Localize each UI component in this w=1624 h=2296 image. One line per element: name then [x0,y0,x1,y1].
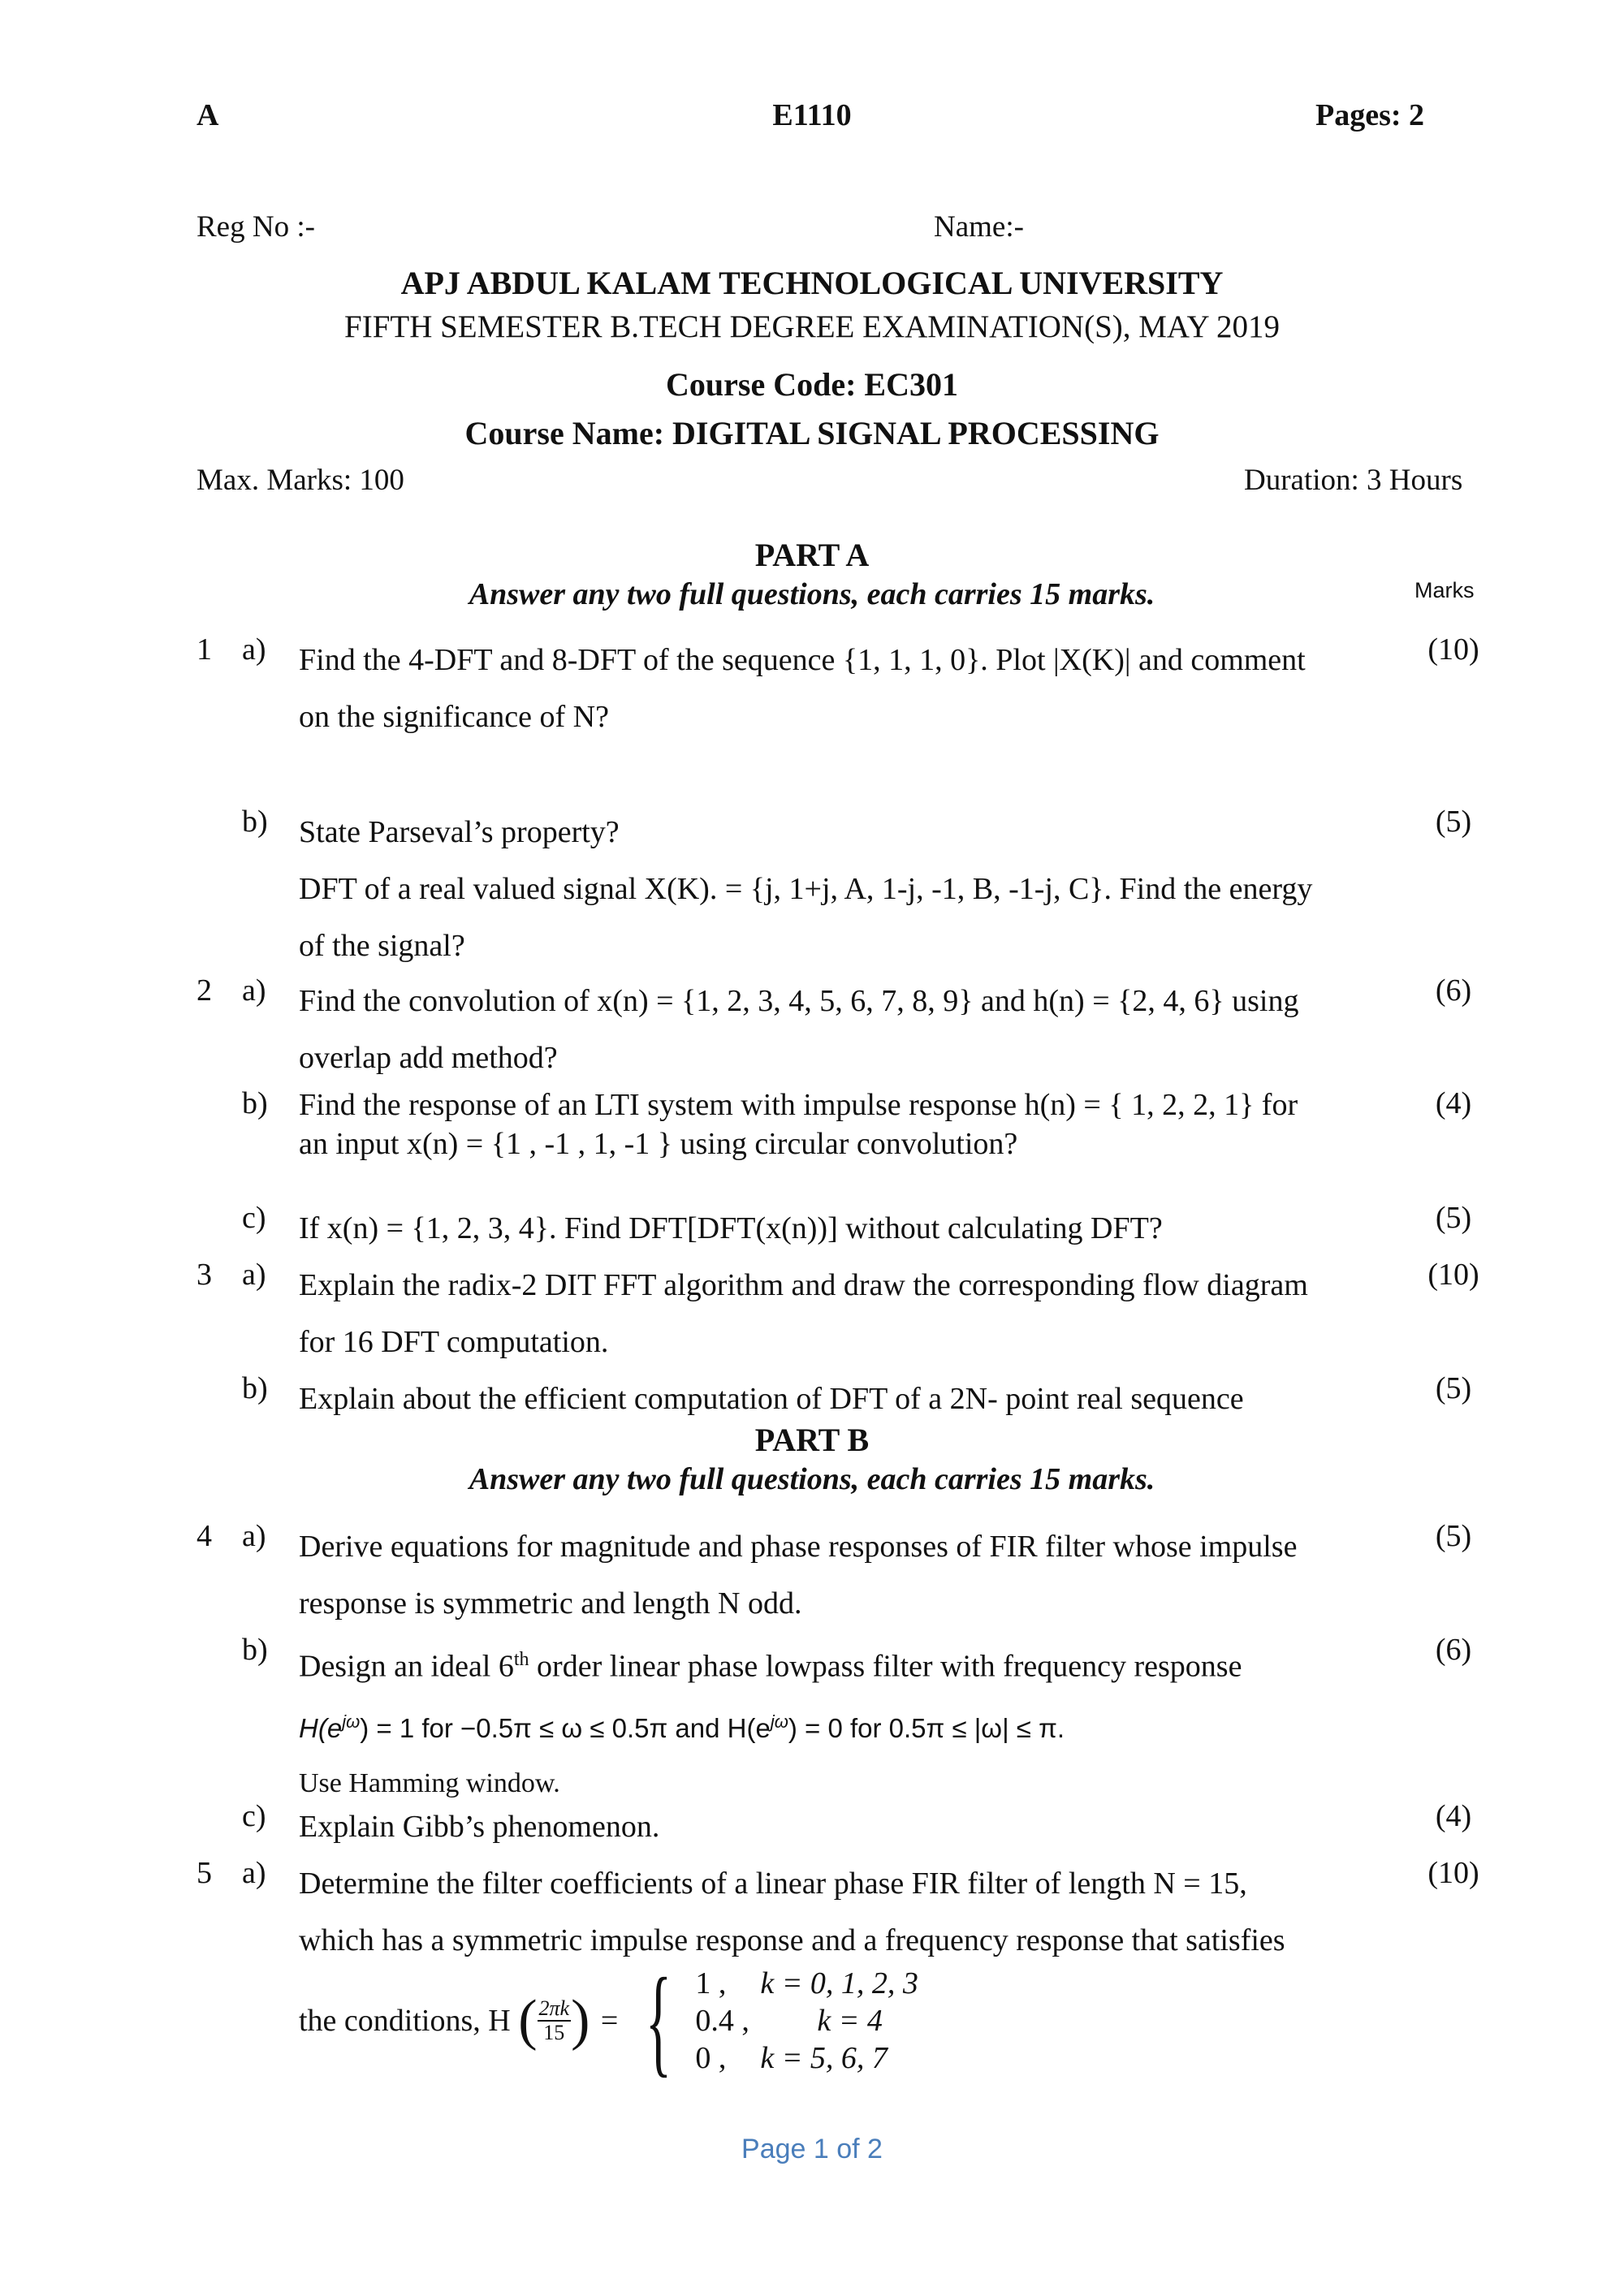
name-label: Name:- [934,210,1024,244]
question-marks: (10) [1427,1258,1479,1292]
question-text [299,804,1389,974]
question-marks: (5) [1435,1519,1472,1553]
question-line: DFT of a real valued signal X(K). = {j, 1+j, A, 1-j, -1, B, -1-j, C}. Find the energy [299,872,1313,906]
question-text [299,1257,1389,1370]
question-line: Design an ideal 6th order linear phase lowpass filter with frequency response [299,1649,1242,1684]
question-text [299,1085,1389,1163]
question-text [299,1200,1389,1257]
marks-column-header: Marks [1415,578,1475,602]
question-line: overlap add method? [299,1041,558,1075]
question-line: an input x(n) = {1 , -1 , 1, -1 } using circular convolution? [299,1127,1018,1161]
question-marks: (5) [1435,805,1472,839]
part-a-instruction: Answer any two full questions, each carries 15 marks. [469,577,1155,611]
question-line: Find the convolution of x(n) = {1, 2, 3, 4, 5, 6, 7, 8, 9} and h(n) = {2, 4, 6} using [299,984,1299,1018]
question-line: Explain the radix-2 DIT FFT algorithm and draw the corresponding flow diagram [299,1268,1308,1302]
question-line: which has a symmetric impulse response and a frequency response that satisfies [299,1923,1285,1957]
part-b-instruction: Answer any two full questions, each carries 15 marks. [469,1462,1155,1496]
question-text [299,1798,1389,1855]
duration: Duration: 3 Hours [1244,464,1463,497]
question-sub-label: a) [242,1258,266,1292]
question-marks: (6) [1435,973,1472,1008]
question-sub-label: a) [242,632,266,667]
part-b-title: PART B [754,1422,870,1458]
question-line: Use Hamming window. [299,1767,560,1798]
question-text [299,632,1389,745]
reg-no-label: Reg No :- [197,210,315,244]
question-line: of the signal? [299,929,465,963]
fraction: $\frac{2\pi k}{15}$ [538,1996,570,2044]
question-line: Determine the filter coefficients of a linear phase FIR filter of length N = 15, [299,1867,1247,1901]
question-line: If x(n) = {1, 2, 3, 4}. Find DFT[DFT(x(n))] without calculating DFT? [299,1211,1163,1245]
question-line: for 16 DFT computation. [299,1325,609,1359]
course-code: Course Code: EC301 [666,366,958,403]
question-sub-label: a) [242,973,266,1008]
university-name: APJ ABDUL KALAM TECHNOLOGICAL UNIVERSITY [400,265,1224,301]
question-marks: (10) [1427,632,1479,667]
question-line: State Parseval’s property? [299,815,620,849]
frequency-response-equation: $H(e^{j\omega}) = 1$ for −0.5π ≤ ω ≤ 0.5π and $H(e^{j\omega}) = 0$ for 0.5π ≤ |ω| ≤ π. [299,1711,1065,1743]
exam-title: FIFTH SEMESTER B.TECH DEGREE EXAMINATION(S), MAY 2019 [344,309,1280,344]
question-line: Explain Gibb’s phenomenon. [299,1810,660,1844]
question-sub-label: b) [242,1371,268,1405]
question-sub-label: c) [242,1201,266,1235]
question-sub-label: b) [242,805,268,839]
fir-condition-formula: the conditions, H ( $\frac{2\pi k}{15}$ ) = { 1 , k = 0, 1, 2, 3 0.4 , k = 4 0 , k = 5, 6, 7 [299,1953,918,2088]
part-a-title: PART A [754,537,870,573]
question-marks: (6) [1435,1633,1472,1667]
question-line: Find the response of an LTI system with impulse response h(n) = { 1, 2, 2, 1} for [299,1088,1298,1122]
question-number: 4 [197,1519,212,1553]
case-row: 0.4 , k = 4 [695,2004,883,2038]
question-marks: (5) [1435,1201,1472,1235]
question-line: Derive equations for magnitude and phase responses of FIR filter whose impulse [299,1530,1298,1564]
question-line: response is symmetric and length N odd. [299,1586,802,1621]
question-sub-label: a) [242,1519,266,1553]
question-text [299,1632,1389,1811]
question-marks: (5) [1435,1371,1472,1405]
question-sub-label: c) [242,1799,266,1833]
question-text [299,1855,1389,1969]
question-number: 1 [197,632,212,667]
page-count: Pages: 2 [1315,98,1425,132]
piecewise-cases [695,1965,918,2077]
question-paper-series: A [197,98,219,132]
page-number-footer: Page 1 of 2 [741,2134,883,2164]
question-line: on the significance of N? [299,700,609,734]
question-number: 2 [197,973,212,1008]
question-text [299,1370,1389,1427]
question-marks: (4) [1435,1086,1472,1120]
question-marks: (4) [1435,1799,1472,1833]
case-row: 0 , k = 5, 6, 7 [695,2041,888,2075]
max-marks: Max. Marks: 100 [197,464,404,497]
question-text [299,973,1389,1086]
course-name: Course Name: DIGITAL SIGNAL PROCESSING [464,415,1160,451]
paper-code: E1110 [772,98,852,132]
question-sub-label: a) [242,1856,266,1890]
question-sub-label: b) [242,1086,268,1120]
question-line: Find the 4-DFT and 8-DFT of the sequence {1, 1, 1, 0}. Plot |X(K)| and comment [299,643,1306,677]
question-number: 3 [197,1258,212,1292]
curly-brace: { [645,1953,672,2088]
question-line: Explain about the efficient computation of DFT of a 2N- point real sequence [299,1382,1244,1416]
case-row: 1 , k = 0, 1, 2, 3 [695,1966,918,2000]
question-text [299,1518,1389,1632]
question-marks: (10) [1427,1856,1479,1890]
question-number: 5 [197,1856,212,1890]
question-sub-label: b) [242,1633,268,1667]
